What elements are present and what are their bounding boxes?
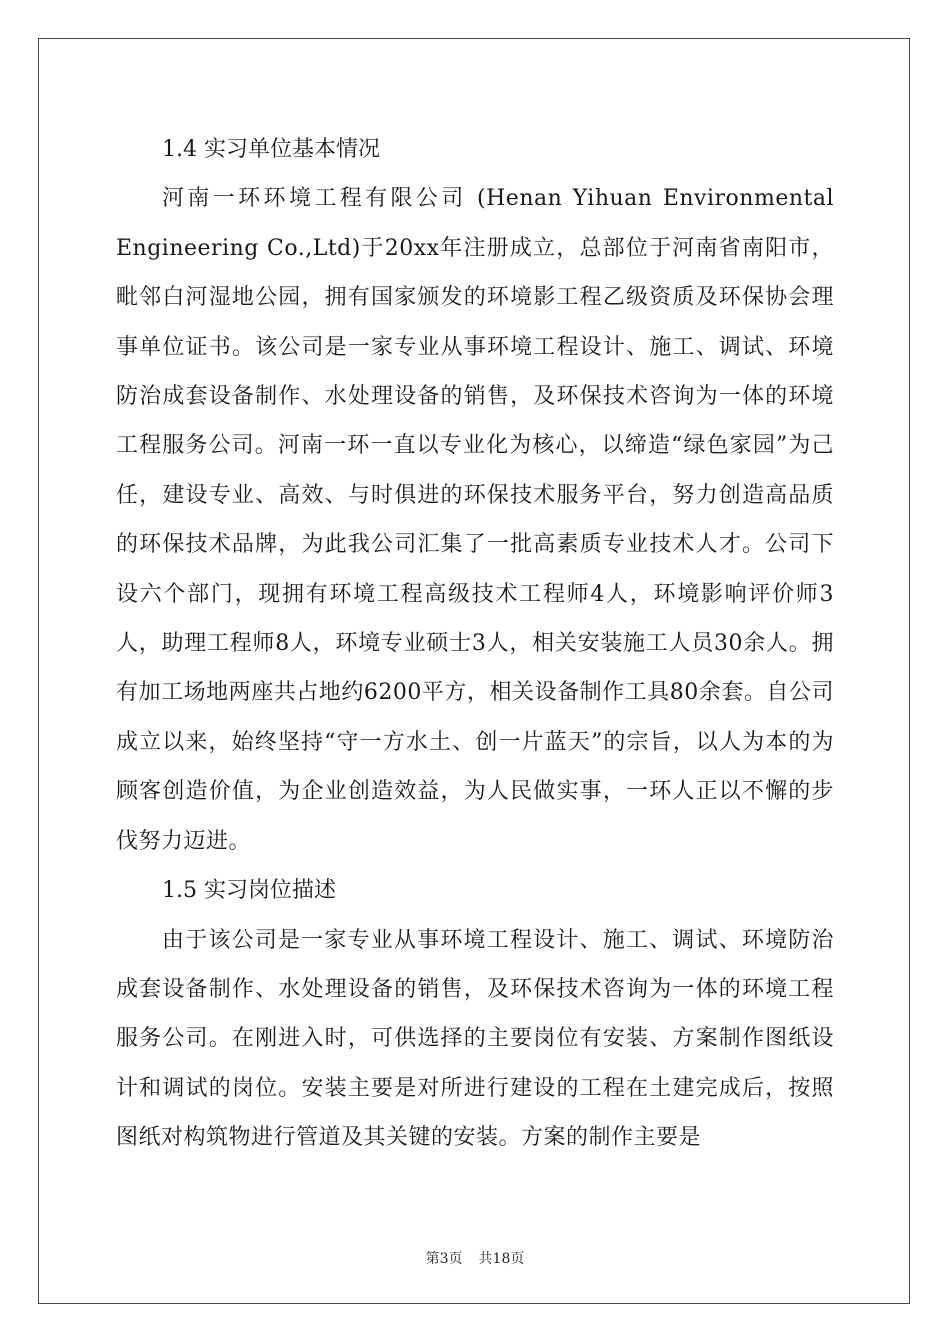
- section-paragraph-1-5: 由于该公司是一家专业从事环境工程设计、施工、调试、环境防治成套设备制作、水处理设备的销售，及环保技术咨询为一体的环境工程服务公司。在刚进入时，可供选择的主要岗位有安装、方案制作图纸设计和调试的岗位。安装主要是对所进行建设的工程在土建完成后，按照图纸对构筑物进行管道及其关键的安装。方案的制作主要是: [116, 927, 834, 1151]
- section-heading-1-5: 1.5 实习岗位描述: [162, 878, 336, 904]
- page-footer: [0, 1248, 950, 1268]
- section-paragraph-1-4: 河南一环环境工程有限公司 (Henan Yihuan Environmental Engineering Co.,Ltd)于20xx年注册成立，总部位于河南省南阳市，毗邻白河湿地公园，拥有国家颁发的环境影工程乙级资质及环保协会理事单位证书。该公司是一家专业从事环境工程设计、施工、调试、环境防治成套设备制作、水处理设备的销售，及环保技术咨询为一体的环境工程服务公司。河南一环一直以专业化为核心，以缔造“绿色家园”为己任，建设专业、高效、与时俱进的环保技术服务平台，努力创造高品质的环保技术品牌，为此我公司汇集了一批高素质专业技术人才。公司下设六个部门，现拥有环境工程高级技术工程师4人，环境影响评价师3人，助理工程师8人，环境专业硕士3人，相关安装施工人员30余人。拥有加工场地两座共占地约6200平方，相关设备制作工具80余套。自公司成立以来，始终坚持“守一方水土、创一片蓝天”的宗旨，以人为本的为顾客创造价值，为企业创造效益，为人民做实事，一环人正以不懈的步伐努力迈进。: [116, 186, 834, 854]
- page-number: 第3页: [425, 1251, 463, 1267]
- page-total: 共18页: [478, 1251, 525, 1267]
- section-heading-1-4: 1.4 实习单位基本情况: [162, 137, 380, 162]
- document-body: [116, 125, 834, 1163]
